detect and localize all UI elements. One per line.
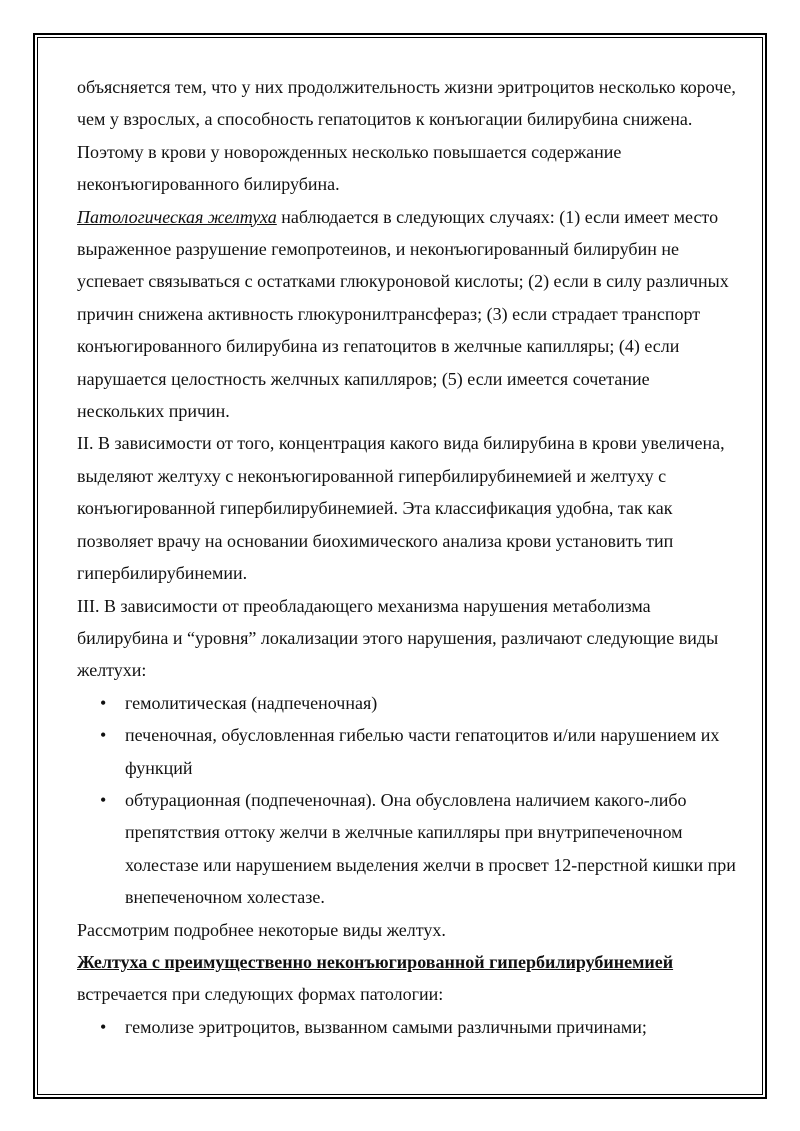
list-item: • печеночная, обусловленная гибелью части гепатоцитов и/или нарушением их функций <box>77 719 737 784</box>
pathological-jaundice-term: Патологическая желтуха <box>77 206 277 227</box>
pathological-jaundice-paragraph <box>77 201 737 428</box>
unconjugated-jaundice-paragraph <box>77 946 737 1011</box>
intro-paragraph: объясняется тем, что у них продолжительность жизни эритроцитов несколько короче, чем у взрослых, а способность гепатоцитов к конъюгации билирубина снижена. Поэтому в крови у новорожденных несколько повышается содержание неконъюгированного билирубина. <box>77 77 736 195</box>
list-item: • гемолизе эритроцитов, вызванном самыми различными причинами; <box>77 1011 737 1043</box>
list-item: • обтурационная (подпеченочная). Она обусловлена наличием какого-либо препятствия оттоку желчи в желчные капилляры при внутрипеченочном холестазе или нарушением выделения желчи в просвет 12-перстной кишки при внепеченочном холестазе. <box>77 784 737 914</box>
pathological-jaundice-text: наблюдается в следующих случаях: (1) если имеет место выраженное разрушение гемопротеинов, и неконъюгированный билирубин не успевает связываться с остатками глюкуроновой кислоты; (2) если в силу различных причин снижена активность глюкуронилтрансфераз; (3) если страдает транспорт конъюгированного билирубина из гепатоцитов в желчные капилляры; (4) если нарушается целостность желчных капилляров; (5) если имеется сочетание нескольких причин. <box>77 206 729 422</box>
section-ii-paragraph: II. В зависимости от того, концентрация какого вида билирубина в крови увеличена, выделяют желтуху с неконъюгированной гипербилирубинемией и желтуху с конъюгированной гипербилирубинемией. Эта классификация удобна, так как позволяет врачу на основании биохимического анализа крови установить тип гипербилирубинемии. <box>77 433 725 584</box>
unconjugated-jaundice-heading: Желтуха с преимущественно неконъюгированной гипербилирубинемией <box>77 951 674 972</box>
pathology-forms-list <box>77 1011 737 1043</box>
list-item: • гемолитическая (надпеченочная) <box>77 687 737 719</box>
section-iii-paragraph: III. В зависимости от преобладающего механизма нарушения метаболизма билирубина и “уровня” локализации этого нарушения, различают следующие виды желтухи: <box>77 595 719 681</box>
jaundice-types-list <box>77 687 737 914</box>
document-body <box>77 71 737 1043</box>
consider-paragraph: Рассмотрим подробнее некоторые виды желтух. <box>77 919 446 940</box>
unconjugated-jaundice-text: встречается при следующих формах патологии: <box>77 984 444 1005</box>
